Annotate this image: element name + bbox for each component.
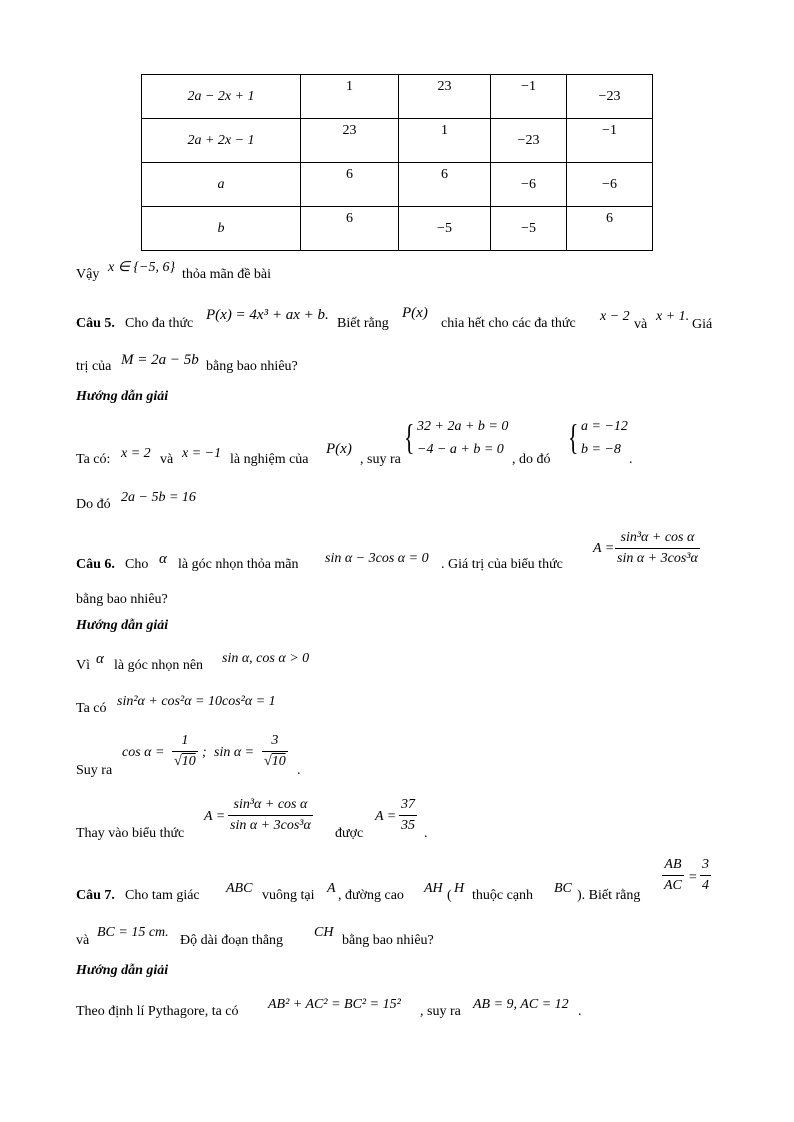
q7-math: A (327, 881, 336, 896)
table-cell: −1 (491, 75, 567, 119)
q7-math: BC (554, 881, 572, 896)
table-cell: −23 (567, 75, 653, 119)
q7-text: vuông tại (262, 888, 315, 903)
q6-sol-math: sin²α + cos²α = 10cos²α = 1 (117, 694, 276, 709)
table-cell: 6 (567, 207, 653, 251)
q7-solution-title: Hướng dẫn giải (76, 963, 169, 978)
q6-result-fraction: $\frac{37}{35}$ (401, 797, 415, 833)
row-label: 2a − 2x + 1 (142, 75, 301, 119)
q5-system-brace-2: { (568, 417, 579, 457)
q6-condition: sin α − 3cos α = 0 (325, 551, 429, 566)
q5-system-line: a = −12 (581, 419, 628, 434)
value-table (141, 74, 653, 251)
q5-polynomial: P(x) = 4x³ + ax + b. (206, 307, 329, 323)
q5-text: Cho đa thức (125, 316, 194, 331)
q6-expression-lhs: A = (593, 541, 615, 556)
q7-math: ABC (226, 881, 253, 896)
row-label: b (142, 207, 301, 251)
q6-text: . Giá trị của biểu thức (441, 557, 563, 572)
q7-text: ( (447, 888, 452, 903)
q6-text: bằng bao nhiêu? (76, 592, 168, 607)
table-cell: −5 (491, 207, 567, 251)
table-cell: −5 (399, 207, 491, 251)
q6-solution-title: Hướng dẫn giải (76, 618, 169, 633)
q5-root-1: x = 2 (121, 446, 151, 461)
q6-sep: ; (202, 745, 207, 760)
table-row (142, 207, 653, 251)
q5-text: trị của (76, 359, 112, 374)
q6-sol-math: sin α, cos α > 0 (222, 651, 310, 666)
q7-text: ). Biết rằng (577, 888, 641, 903)
q5-text: và (634, 317, 648, 332)
q6-expr-lhs: A = (204, 809, 226, 824)
q5-px: P(x) (326, 441, 352, 457)
q6-sol-text: Thay vào biểu thức (76, 826, 185, 841)
q5-solution-title: Hướng dẫn giải (76, 389, 169, 404)
q6-sin-lhs: sin α = (214, 745, 255, 760)
table-cell: 1 (301, 75, 399, 119)
q7-ratio-eq: = (688, 870, 698, 885)
q7-ratio-rhs: $\frac{3}{4}$ (702, 857, 709, 893)
conclusion-label: Vậy (76, 267, 100, 282)
q5-root-2: x = −1 (182, 446, 222, 461)
q7-sol-math: AB = 9, AC = 12 (473, 997, 569, 1012)
q5-M: M = 2a − 5b (121, 352, 199, 368)
q6-sin-fraction: $\frac{3}{√10}$ (264, 733, 286, 769)
q6-expression-fraction: $\frac{\text{sin³α + cos α}}{\text{sin α + 3cos³α}}$ (617, 530, 698, 566)
q6-cos-fraction: $\frac{1}{√10}$ (174, 733, 196, 769)
q6-cos-lhs: cos α = (122, 745, 165, 760)
table-cell: −1 (567, 119, 653, 163)
q7-math: BC = 15 cm. (97, 925, 169, 940)
q5-text: Giá (692, 317, 713, 332)
table-cell: 6 (399, 163, 491, 207)
q5-system-line: 32 + 2a + b = 0 (417, 419, 509, 434)
table-row (142, 163, 653, 207)
q5-divisor-2: x + 1. (656, 309, 690, 324)
q7-math: H (454, 881, 465, 896)
q7-text: , đường cao (338, 888, 404, 903)
q5-system-line: b = −8 (581, 442, 621, 457)
conclusion-tail: thỏa mãn đề bài (182, 267, 272, 282)
question-7-label: Câu 7. (76, 888, 115, 903)
q6-sol-text: được (335, 826, 364, 841)
table-cell: 23 (301, 119, 399, 163)
q7-ratio-lhs: $\frac{AB}{AC}$ (664, 857, 682, 893)
q5-sol-text: là nghiệm của (230, 452, 309, 467)
table-cell: −6 (567, 163, 653, 207)
q5-sol-text: Do đó (76, 497, 111, 512)
table-row (142, 119, 653, 163)
q7-text: thuộc cạnh (472, 888, 534, 903)
q5-text: Biết rằng (337, 316, 389, 331)
q7-math: CH (314, 925, 334, 940)
q7-math: AH (424, 881, 443, 896)
q6-sol-text: Ta có (76, 701, 107, 716)
table-row (142, 75, 653, 119)
q7-text: Độ dài đoạn thẳng (180, 933, 284, 948)
q7-sol-text: , suy ra (420, 1004, 461, 1019)
q5-system-line: −4 − a + b = 0 (417, 442, 504, 457)
q7-text: và (76, 933, 90, 948)
q5-divisor-1: x − 2 (600, 309, 630, 324)
q6-sol-text: Vì (76, 658, 90, 673)
q5-text: chia hết cho các đa thức (441, 316, 576, 331)
q6-sol-text: Suy ra (76, 763, 113, 778)
table-cell: 1 (399, 119, 491, 163)
q6-sol-text: là góc nhọn nên (114, 658, 204, 673)
row-label: a (142, 163, 301, 207)
q5-sol-text: . (629, 452, 633, 467)
table-cell: −6 (491, 163, 567, 207)
q6-text: Cho (125, 557, 149, 572)
q7-text: Cho tam giác (125, 888, 200, 903)
q5-px: P(x) (402, 305, 428, 321)
question-6-label: Câu 6. (76, 557, 115, 572)
table-cell: −23 (491, 119, 567, 163)
table-cell: 23 (399, 75, 491, 119)
q6-alpha: α (96, 651, 104, 667)
q6-expression-fraction-2: $\frac{\text{sin³α + cos α}}{\text{sin α + 3cos³α}}$ (230, 797, 311, 833)
q6-sol-text: . (424, 826, 428, 841)
table-cell: 6 (301, 207, 399, 251)
q7-sol-text: Theo định lí Pythagore, ta có (76, 1004, 239, 1019)
solution-set: x ∈ {−5, 6} (108, 260, 176, 275)
q5-sol-text: và (160, 452, 174, 467)
q5-text: bằng bao nhiêu? (206, 359, 298, 374)
q6-text: là góc nhọn thỏa mãn (178, 557, 299, 572)
q5-system-brace-1: { (404, 417, 415, 457)
q5-sol-text: Ta có: (76, 452, 111, 467)
q6-alpha: α (159, 551, 167, 567)
q6-result-lhs: A = (375, 809, 397, 824)
table-cell: 6 (301, 163, 399, 207)
q5-sol-text: , suy ra (360, 452, 401, 467)
q7-sol-text: . (578, 1004, 582, 1019)
question-5-label: Câu 5. (76, 316, 115, 331)
q7-text: bằng bao nhiêu? (342, 933, 434, 948)
q7-sol-math: AB² + AC² = BC² = 15² (268, 997, 401, 1012)
q5-sol-text: , do đó (512, 452, 551, 467)
q5-answer: 2a − 5b = 16 (121, 490, 196, 505)
row-label: 2a + 2x − 1 (142, 119, 301, 163)
q6-sol-text: . (297, 763, 301, 778)
